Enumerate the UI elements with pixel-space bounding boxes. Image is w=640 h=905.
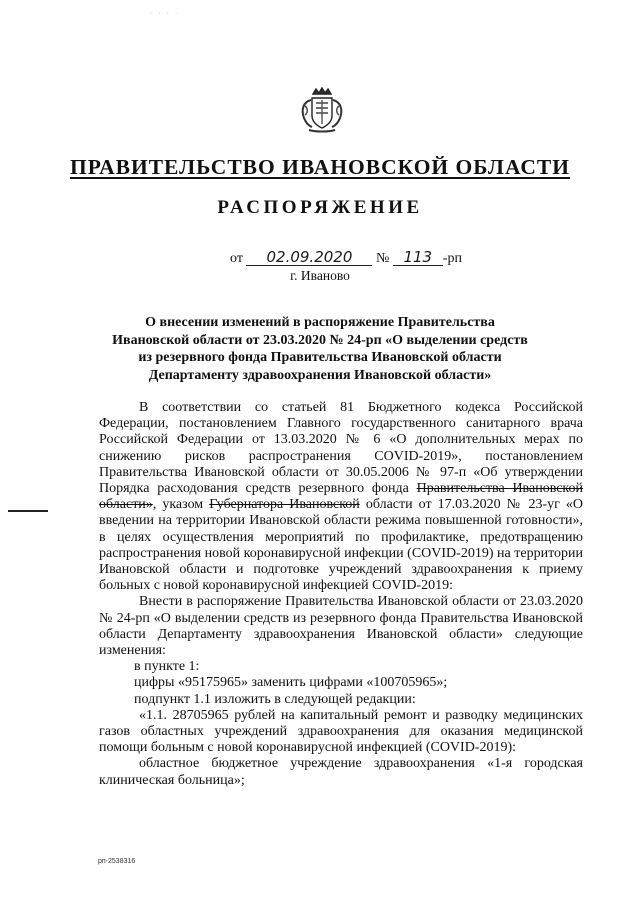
heading-line: Департаменту здравоохранения Ивановской области» (148, 367, 492, 383)
paragraph-item: цифры «95175965» заменить цифрами «100705965»; (134, 675, 448, 691)
government-title: ПРАВИТЕЛЬСТВО ИВАНОВСКОЙ ОБЛАСТИ (70, 155, 570, 179)
document-body (99, 400, 583, 789)
heading-line: Ивановской области от 23.03.2020 № 24-рп «О выделении средств (112, 332, 528, 348)
heading-line: из резервного фонда Правительства Ивановской области (138, 350, 502, 365)
top-marks: · · · · (150, 10, 180, 17)
handwritten-date: 02.09.2020 (246, 250, 372, 266)
date-number-line (230, 250, 462, 267)
number-suffix: -рп (442, 251, 462, 266)
date-prefix: от (230, 251, 243, 266)
coat-of-arms-icon (299, 86, 345, 134)
preamble-text: , указом (152, 497, 204, 513)
preamble-text: области от 17.03.2020 № 23-уг «О введении на территории Ивановской области режима повышенной готовности», в целях осуществления мероприятий по профилактике, предотвращению распространения новой коронавирусной инфекции (COVID-2019) на территории Ивановской области и подготовке учреждений здравоохранения к приему больных с новой коронавирусной инфекцией COVID-2019: (99, 497, 583, 594)
heading-line: О внесении изменений в распоряжение Правительства (145, 315, 495, 330)
document-heading (90, 314, 550, 384)
paragraph-amend: Внести в распоряжение Правительства Ивановской области от 23.03.2020 № 24-рп «О выделении средств из резервного фонда Правительства Ивановской области Департаменту здравоохранения Ивановской области» следующие изменения: (99, 594, 583, 659)
number-sign: № (375, 251, 390, 266)
struck-text: Правительства Ивановской области» (99, 481, 584, 513)
struck-text: Губернатора Ивановской (209, 497, 360, 513)
paragraph-item: в пункте 1: (134, 659, 200, 675)
paragraph-subitem: областное бюджетное учреждение здравоохранения «1-я городская клиническая больница»; (99, 756, 583, 788)
city-line: г. Иваново (290, 268, 350, 283)
document-type: РАСПОРЯЖЕНИЕ (217, 197, 423, 218)
preamble-text: В соответствии со статьей 81 Бюджетного кодекса Российской Федерации, постановлением Главного государственного санитарного врача Российской Федерации от 13.03.2020 № 6 «О дополнительных мерах по снижению рисков распространения COVID-2019», постановлением Правительства Ивановской области от 30.05.2006 № 97-п «Об утверждении Порядка расходования средств резервного фонда (99, 400, 583, 497)
paragraph-item: подпункт 1.1 изложить в следующей редакции: (134, 691, 416, 707)
paragraph-preamble (99, 400, 583, 594)
margin-mark (8, 510, 48, 512)
handwritten-number: 113 (393, 250, 443, 266)
footer-code: рп-2538316 (98, 858, 136, 865)
paragraph-subitem: «1.1. 28705965 рублей на капитальный ремонт и разводку медицинских газов областных учреждений здравоохранения для оказания медицинской помощи больным с новой коронавирусной инфекцией (COVID-2019): (99, 707, 583, 756)
